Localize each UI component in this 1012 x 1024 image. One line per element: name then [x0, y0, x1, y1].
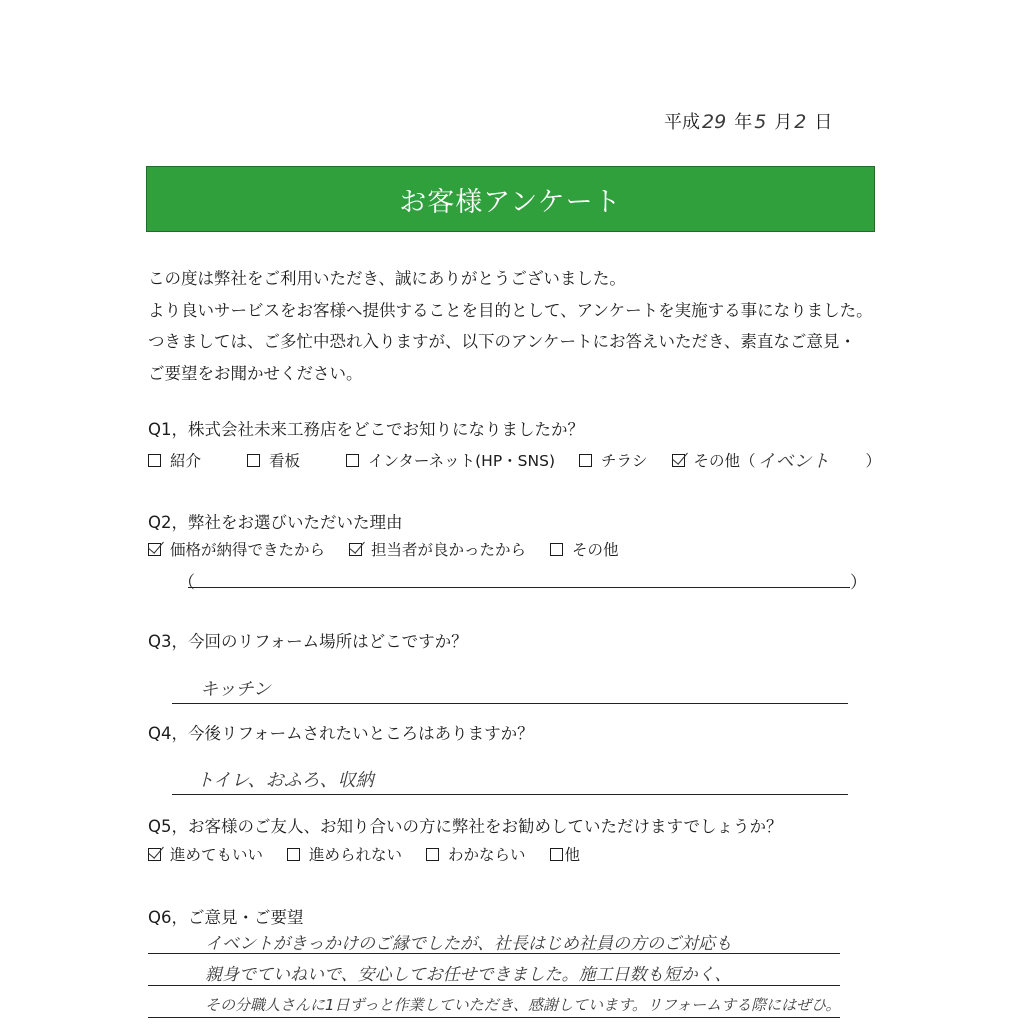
- q2-open-paren: （: [178, 573, 195, 593]
- q5-option-unsure[interactable]: [426, 843, 526, 865]
- option-label: 他: [564, 846, 581, 864]
- survey-date: [664, 108, 832, 134]
- date-year-unit: 年: [734, 112, 753, 133]
- q2-option-other[interactable]: [550, 538, 619, 560]
- q1-option-flyer[interactable]: [579, 449, 648, 471]
- checkbox[interactable]: [148, 454, 161, 467]
- option-label: わかならい: [448, 846, 526, 864]
- checkbox-checked[interactable]: [672, 454, 685, 467]
- q4-answer-line[interactable]: [172, 794, 848, 795]
- q6-handwritten-line: 親身でていねいで、安心してお任せできました。施工日数も短かく、: [205, 965, 732, 985]
- intro-line: つきましては、ご多忙中恐れ入りますが、以下のアンケートにお答えいただき、素直なご意見・: [148, 332, 856, 351]
- checkbox-checked[interactable]: [148, 848, 161, 861]
- q2-option-price[interactable]: [148, 538, 325, 560]
- date-month-handwritten: 5: [754, 111, 767, 133]
- q5-options: [148, 843, 604, 865]
- option-label: その他（: [693, 452, 756, 470]
- q1-question: Q1，株式会社未来工務店をどこでお知りになりましたか？: [148, 420, 584, 439]
- date-month-unit: 月: [774, 112, 793, 133]
- checkbox-checked[interactable]: [349, 543, 362, 556]
- checkbox[interactable]: [426, 848, 439, 861]
- option-label: 価格が納得できたから: [170, 541, 326, 559]
- intro-line: より良いサービスをお客様へ提供することを目的として、アンケートを実施する事になりました。: [148, 300, 873, 320]
- q3-question: Q3，今回のリフォーム場所はどこですか？: [148, 632, 468, 651]
- option-label: 紹介: [170, 452, 202, 470]
- option-label: 担当者が良かったから: [371, 541, 527, 559]
- q5-question: Q5，お客様のご友人、お知り合いの方に弊社をお勧めしていただけますでしょうか？: [148, 817, 783, 836]
- q6-answer-line[interactable]: [148, 1017, 840, 1018]
- q2-question: Q2，弊社をお選びいただいた理由: [148, 513, 403, 532]
- q1-option-signboard[interactable]: [247, 449, 300, 471]
- q2-close-paren: ）: [850, 573, 867, 593]
- checkbox-checked[interactable]: [148, 543, 161, 556]
- checkbox[interactable]: [550, 543, 563, 556]
- q6-answer-line[interactable]: [148, 985, 840, 986]
- q3-handwritten-answer: キッチン: [200, 679, 271, 700]
- date-day-unit: 日: [814, 112, 833, 133]
- q2-option-staff[interactable]: [349, 538, 526, 560]
- option-label: チラシ: [601, 452, 648, 470]
- checkbox[interactable]: [247, 454, 260, 467]
- q1-option-other[interactable]: [672, 447, 882, 473]
- q6-question: Q6，ご意見・ご要望: [148, 908, 304, 927]
- q3-answer-line[interactable]: [172, 703, 848, 704]
- q1-other-handwritten-answer: イベント: [757, 451, 830, 472]
- date-year-handwritten: 29: [702, 111, 727, 133]
- checkbox[interactable]: [346, 454, 359, 467]
- option-label: その他: [572, 541, 619, 559]
- q6-handwritten-line: その分職人さんに1日ずっと作業していただき、感謝しています。リフォームする際にはぜひ。: [205, 996, 841, 1014]
- q5-option-yes[interactable]: [148, 843, 263, 865]
- checkbox[interactable]: [579, 454, 592, 467]
- q2-options: [148, 538, 643, 560]
- q6-handwritten-line: イベントがきっかけのご縁でしたが、社長はじめ社員の方のご対応も: [205, 934, 732, 954]
- close-paren: ）: [865, 452, 882, 470]
- survey-title: お客様アンケート: [399, 186, 622, 218]
- intro-line: この度は弊社をご利用いただき、誠にありがとうございました。: [148, 269, 626, 288]
- q6-answer-line[interactable]: [148, 953, 840, 954]
- checkbox[interactable]: [287, 848, 300, 861]
- q1-option-referral[interactable]: [148, 449, 201, 471]
- q5-option-no[interactable]: [287, 843, 402, 865]
- checkbox[interactable]: [550, 848, 563, 861]
- q4-handwritten-answer: トイレ、おふろ、収納: [196, 770, 374, 791]
- option-label: 進められない: [309, 846, 403, 864]
- q5-option-other[interactable]: [550, 843, 581, 865]
- intro-text: [148, 263, 873, 389]
- q2-other-answer-line[interactable]: [188, 587, 850, 588]
- option-label: インターネット(HP・SNS): [368, 452, 556, 470]
- intro-line: ご要望をお聞かせください。: [148, 363, 363, 383]
- q1-option-internet[interactable]: [346, 449, 555, 471]
- survey-title-banner: [146, 166, 875, 232]
- q4-question: Q4，今後リフォームされたいところはありますか？: [148, 724, 534, 743]
- date-era: 平成: [664, 112, 700, 133]
- date-day-handwritten: 2: [794, 111, 807, 133]
- q1-options: [148, 447, 905, 473]
- option-label: 進めてもいい: [170, 846, 264, 864]
- option-label: 看板: [269, 452, 301, 470]
